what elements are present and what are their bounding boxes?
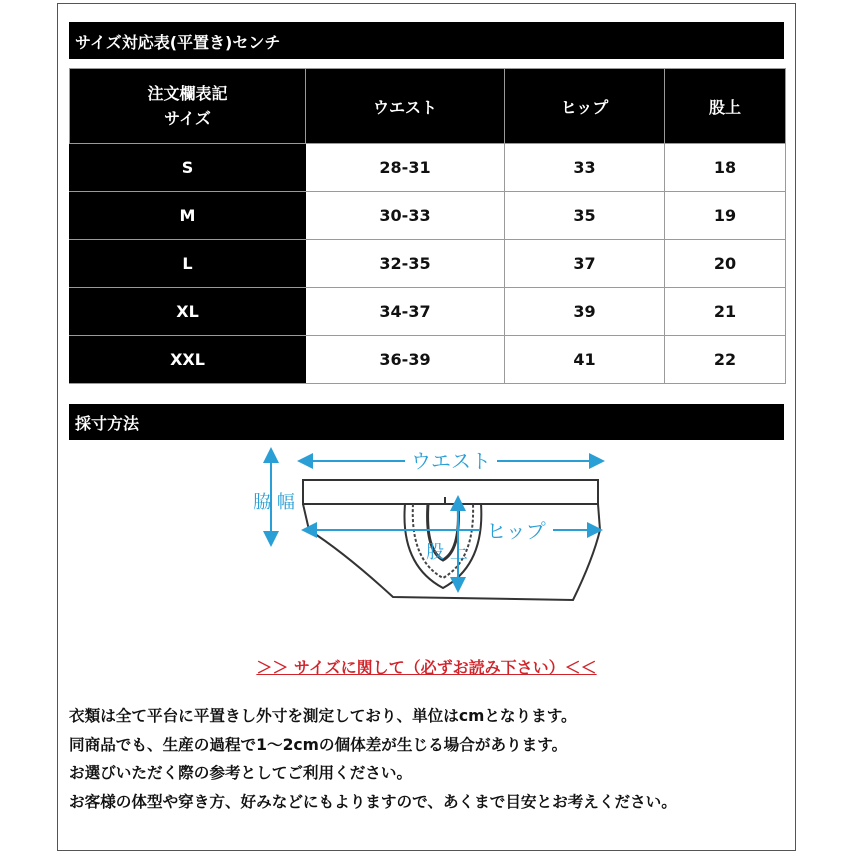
- note-line: 同商品でも、生産の過程で1～2cmの個体差が生じる場合があります。: [69, 735, 568, 754]
- note-line: 衣類は全て平台に平置きし外寸を測定しており、単位はcmとなります。: [69, 707, 577, 725]
- rise-label: 股 上: [426, 542, 468, 563]
- size-table: [69, 68, 786, 384]
- table-row: [70, 144, 786, 192]
- hip-cell: 35: [505, 192, 665, 240]
- size-cell: XL: [70, 288, 306, 336]
- hip-label: ヒップ: [486, 519, 546, 543]
- hip-cell: 37: [505, 240, 665, 288]
- size-label-header-line2: サイズ: [164, 109, 211, 128]
- note-line: お客様の体型や穿き方、好みなどにもよりますので、あくまで目安とお考えください。: [69, 793, 677, 812]
- notes: [69, 702, 789, 817]
- size-cell: L: [70, 240, 306, 288]
- table-row: [70, 336, 786, 384]
- size-notice-text: ＞＞ サイズに関して（必ずお読み下さい）＜＜: [256, 658, 597, 677]
- table-row: [70, 288, 786, 336]
- size-table-title: サイズ対応表(平置き)センチ: [69, 22, 784, 59]
- hip-cell: 33: [505, 144, 665, 192]
- hip-header: ヒップ: [505, 69, 665, 144]
- size-label-header: [70, 69, 306, 144]
- rise-cell: 21: [665, 288, 786, 336]
- waist-cell: 30-33: [306, 192, 505, 240]
- waist-cell: 28-31: [306, 144, 505, 192]
- hip-cell: 41: [505, 336, 665, 384]
- briefs-measurement-diagram: [245, 445, 615, 615]
- size-notice: [69, 655, 784, 678]
- table-row: [70, 240, 786, 288]
- side-width-label: 脇 幅: [253, 492, 295, 513]
- measurement-title: 採寸方法: [69, 404, 784, 440]
- size-cell: XXL: [70, 336, 306, 384]
- size-table-header-row: [70, 69, 786, 144]
- waist-header: ウエスト: [306, 69, 505, 144]
- table-row: [70, 192, 786, 240]
- rise-cell: 19: [665, 192, 786, 240]
- waist-cell: 34-37: [306, 288, 505, 336]
- rise-cell: 22: [665, 336, 786, 384]
- waist-cell: 36-39: [306, 336, 505, 384]
- waist-label: ウエスト: [411, 449, 491, 473]
- hip-cell: 39: [505, 288, 665, 336]
- rise-cell: 20: [665, 240, 786, 288]
- size-cell: S: [70, 144, 306, 192]
- waist-cell: 32-35: [306, 240, 505, 288]
- rise-header: 股上: [665, 69, 786, 144]
- note-line: お選びいただく際の参考としてご利用ください。: [69, 764, 413, 783]
- briefs-outline: [303, 480, 600, 600]
- size-label-header-line1: 注文欄表記: [147, 84, 228, 103]
- size-cell: M: [70, 192, 306, 240]
- rise-cell: 18: [665, 144, 786, 192]
